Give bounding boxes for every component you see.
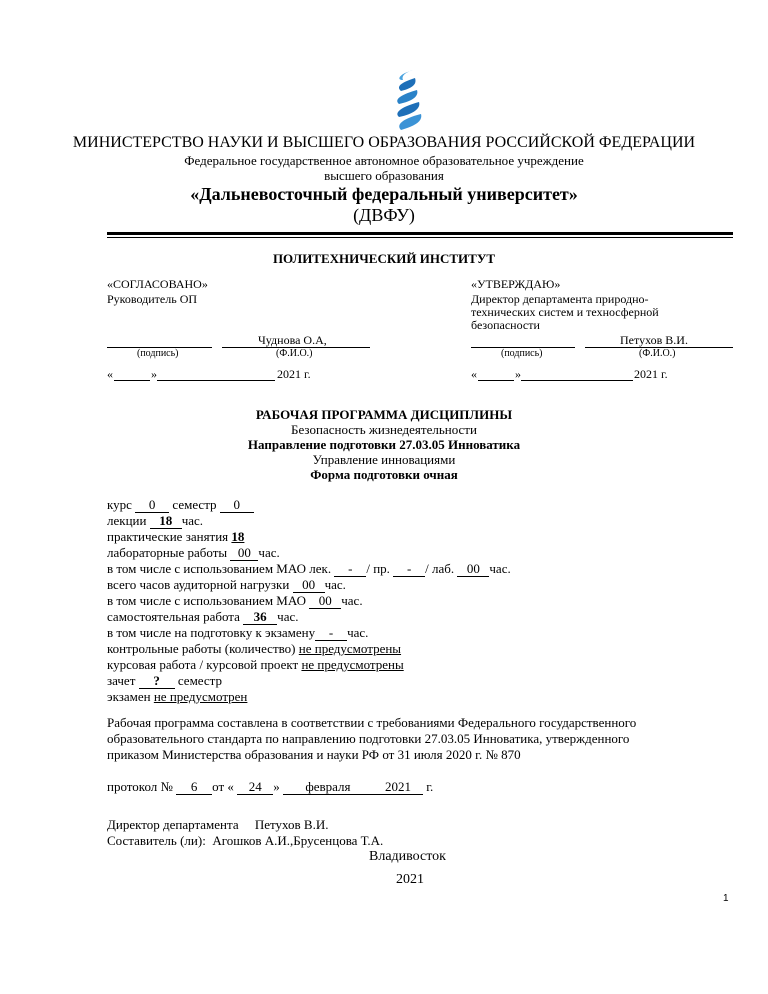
coursework-value: не предусмотрены <box>301 657 404 672</box>
course-row: курс 0 семестр 0 <box>107 497 254 513</box>
lab-row: лабораторные работы 00 час. <box>107 545 280 560</box>
lectures-row: лекции 18 час. <box>107 513 204 528</box>
mao-row: в том числе с использованием МАО лек. - / пр. - / лаб. 00 час. <box>107 561 511 576</box>
control-works-value: не предусмотрены <box>298 641 402 656</box>
date-year-right: 2021 г. <box>634 367 668 381</box>
header-rule-thin <box>107 237 733 238</box>
approval-left-name: Чуднова О.А, <box>258 333 327 347</box>
coursework-row: курсовая работа / курсовой проект не предусмотрены <box>107 657 404 672</box>
date-day-line-left <box>114 380 150 381</box>
institution-line-1: Федеральное государственное автономное образовательное учреждение <box>184 153 584 168</box>
compilers: Агошков А.И.,Брусенцова Т.А. <box>212 833 384 848</box>
ministry-title: МИНИСТЕРСТВО НАУКИ И ВЫСШЕГО ОБРАЗОВАНИЯ РОССИЙСКОЙ ФЕДЕРАЦИИ <box>72 134 696 151</box>
credit-value: ? <box>139 674 175 689</box>
standard-paragraph: Рабочая программа составлена в соответствии с требованиями Федерального государственного образовательного стандарта по направлению подготовки 27.03.05 Инноватика, утвержденного приказом Министерства образования и науки РФ от 31 июля 2020 г. № 870 <box>107 715 637 762</box>
self-study-row: самостоятельная работа 36 час. <box>107 609 299 624</box>
date-close-right: » <box>515 367 521 381</box>
protocol-row: протокол № 6 от « 24 » февраля 2021 г. <box>107 779 434 794</box>
director-name: Петухов В.И. <box>254 817 329 832</box>
approval-right-role-1: Директор департамента природно- <box>471 292 649 306</box>
page-number: 1 <box>723 893 729 904</box>
university-abbr: (ДВФУ) <box>353 205 415 225</box>
exam-prep-row: в том числе на подготовку к экзамену - час. <box>107 625 369 640</box>
name-caption-left: (Ф.И.О.) <box>276 348 313 359</box>
compiler-row: Составитель (ли): Агошков А.И.,Брусенцова Т.А. <box>107 833 384 848</box>
semester-value: 0 <box>220 498 254 513</box>
protocol-day: 24 <box>237 780 273 795</box>
exam-prep-value: - <box>315 626 347 641</box>
university-logo <box>387 66 427 134</box>
credit-row: зачет ? семестр <box>107 673 223 688</box>
date-month-line-left <box>157 380 275 381</box>
header-rule-thick <box>107 232 733 235</box>
university-name: «Дальневосточный федеральный университет» <box>190 184 578 204</box>
total-value: 00 <box>293 578 325 593</box>
approval-right-role-2: технических систем и техносферной <box>471 305 659 319</box>
program-title: РАБОЧАЯ ПРОГРАММА ДИСЦИПЛИНЫ <box>255 407 513 422</box>
lab-value: 00 <box>230 546 258 561</box>
signature-caption-left: (подпись) <box>137 348 179 359</box>
total-row: всего часов аудиторной нагрузки 00 час. <box>107 577 346 592</box>
date-open-right: « <box>471 367 477 381</box>
discipline-name: Безопасность жизнедеятельности <box>291 422 477 437</box>
approval-right-title: «УТВЕРЖДАЮ» <box>471 277 561 291</box>
practice-row: практические занятия 18 <box>107 529 245 544</box>
mao-pr-value: - <box>393 562 425 577</box>
study-form: Форма подготовки очная <box>310 467 458 482</box>
total-mao-row: в том числе с использованием МАО 00 час. <box>107 593 363 608</box>
control-works-row: контрольные работы (количество) не предусмотрены <box>107 641 402 656</box>
city: Владивосток <box>369 849 446 864</box>
director-row: Директор департамента Петухов В.И. <box>107 817 329 832</box>
mao-lab-value: 00 <box>457 562 489 577</box>
mao-lec-value: - <box>334 562 366 577</box>
practice-value: 18 <box>231 529 245 544</box>
direction: Направление подготовки 27.03.05 Инноватика <box>247 437 521 452</box>
exam-row: экзамен не предусмотрен <box>107 689 248 704</box>
date-day-line-right <box>478 380 514 381</box>
self-study-value: 36 <box>243 610 277 625</box>
date-month-line-right <box>521 380 633 381</box>
protocol-month: февраля <box>283 780 373 795</box>
profile: Управление инновациями <box>312 452 456 467</box>
date-close-left: » <box>151 367 157 381</box>
date-year-left: 2021 г. <box>277 367 311 381</box>
approval-left-role: Руководитель ОП <box>107 292 198 306</box>
approval-right-name: Петухов В.И. <box>620 333 688 347</box>
date-open-left: « <box>107 367 113 381</box>
protocol-year: 2021 <box>373 780 423 795</box>
institute-name: ПОЛИТЕХНИЧЕСКИЙ ИНСТИТУТ <box>272 251 496 266</box>
name-caption-right: (Ф.И.О.) <box>639 348 676 359</box>
signature-caption-right: (подпись) <box>501 348 543 359</box>
footer-year: 2021 <box>396 872 424 887</box>
exam-value: не предусмотрен <box>153 689 248 704</box>
institution-line-2: высшего образования <box>324 168 444 183</box>
total-mao-value: 00 <box>309 594 341 609</box>
approval-right-role-3: безопасности <box>471 318 540 332</box>
course-value: 0 <box>135 498 169 513</box>
protocol-number: 6 <box>176 780 212 795</box>
lectures-value: 18 <box>150 514 182 529</box>
approval-left-title: «СОГЛАСОВАНО» <box>107 277 208 291</box>
